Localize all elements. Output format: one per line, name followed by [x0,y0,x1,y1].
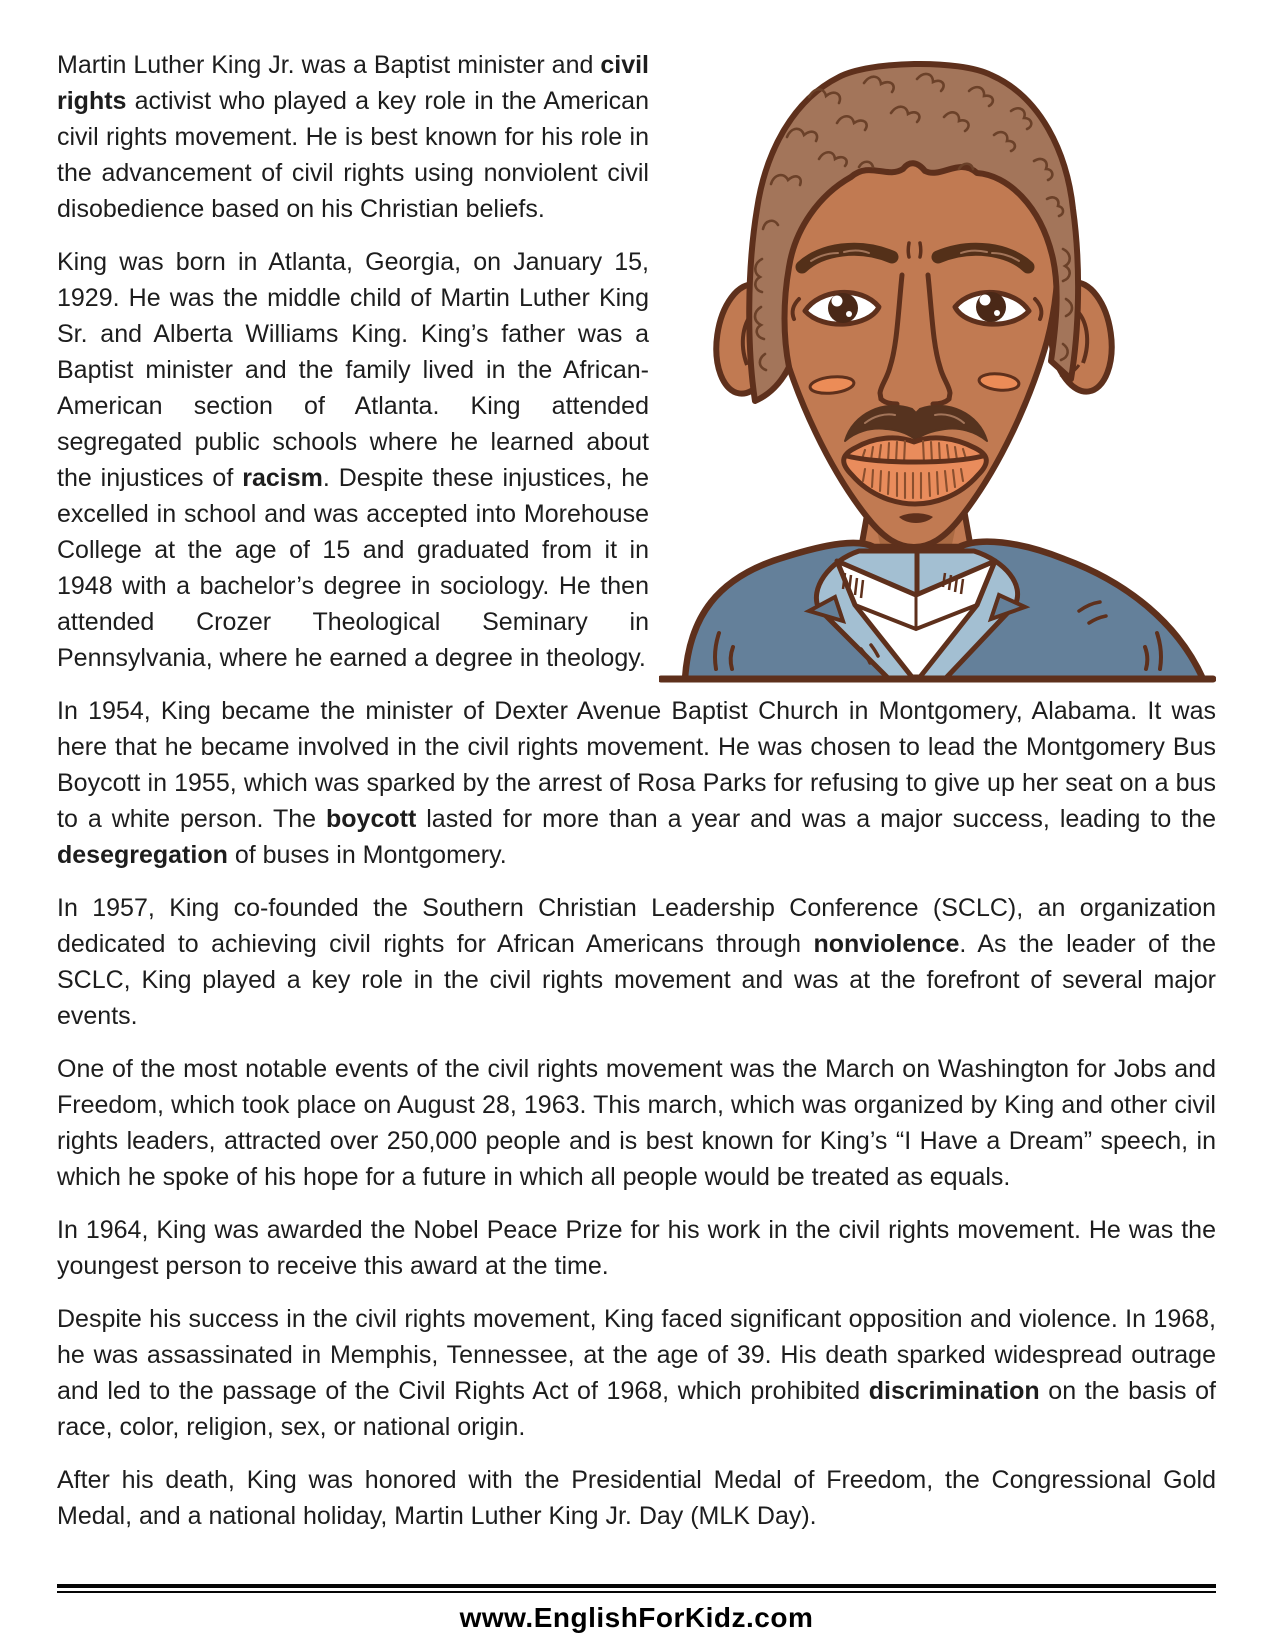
paragraph-2: King was born in Atlanta, Georgia, on January 15, 1929. He was the middle child of Martin Luther King Sr. and Alberta Williams King. King’s father was a Baptist minister and the family lived in the African-American section of Atlanta. King attended segregated public schools where he learned about the injustices of racism. Despite these injustices, he excelled in school and was accepted into Morehouse College at the age of 15 and graduated from it in 1948 with a bachelor’s degree in sociology. He then attended Crozer Theological Seminary in Pennsylvania, where he earned a degree in theology. [57,248,649,672]
page-footer [57,1584,1216,1634]
paragraph-7: Despite his success in the civil rights movement, King faced significant opposition and violence. In 1968, he was assassinated in Memphis, Tennessee, at the age of 39. His death sparked widespread outrage and led to the passage of the Civil Rights Act of 1968, which prohibited discrimination on the basis of race, color, religion, sex, or national origin. [57,1305,1216,1441]
mlk-portrait-illustration [659,49,1216,683]
footer-divider [57,1584,1216,1593]
paragraph-6: In 1964, King was awarded the Nobel Peace Prize for his work in the civil rights movement. He was the youngest person to receive this award at the time. [57,1216,1216,1280]
reading-passage [57,47,1216,1534]
paragraph-3: In 1954, King became the minister of Dexter Avenue Baptist Church in Montgomery, Alabama. It was here that he became involved in the civil rights movement. He was chosen to lead the Montgomery Bus Boycott in 1955, which was sparked by the arrest of Rosa Parks for refusing to give up her seat on a bus to a white person. The boycott lasted for more than a year and was a major success, leading to the desegregation of buses in Montgomery. [57,697,1216,869]
portrait-svg [659,49,1216,683]
paragraph-5: One of the most notable events of the civil rights movement was the March on Washington for Jobs and Freedom, which took place on August 28, 1963. This march, which was organized by King and other civil rights leaders, attracted over 250,000 people and is best known for King’s “I Have a Dream” speech, in which he spoke of his hope for a future in which all people would be treated as equals. [57,1055,1216,1191]
paragraph-8: After his death, King was honored with the Presidential Medal of Freedom, the Congressional Gold Medal, and a national holiday, Martin Luther King Jr. Day (MLK Day). [57,1466,1216,1530]
paragraph-4: In 1957, King co-founded the Southern Christian Leadership Conference (SCLC), an organization dedicated to achieving civil rights for African Americans through nonviolence. As the leader of the SCLC, King played a key role in the civil rights movement and was at the forefront of several major events. [57,894,1216,1030]
website-url: www.EnglishForKidz.com [459,1602,814,1633]
paragraph-1: Martin Luther King Jr. was a Baptist minister and civil rights activist who played a key role in the American civil rights movement. He is best known for his role in the advancement of civil rights using nonviolent civil disobedience based on his Christian beliefs. [57,51,649,223]
